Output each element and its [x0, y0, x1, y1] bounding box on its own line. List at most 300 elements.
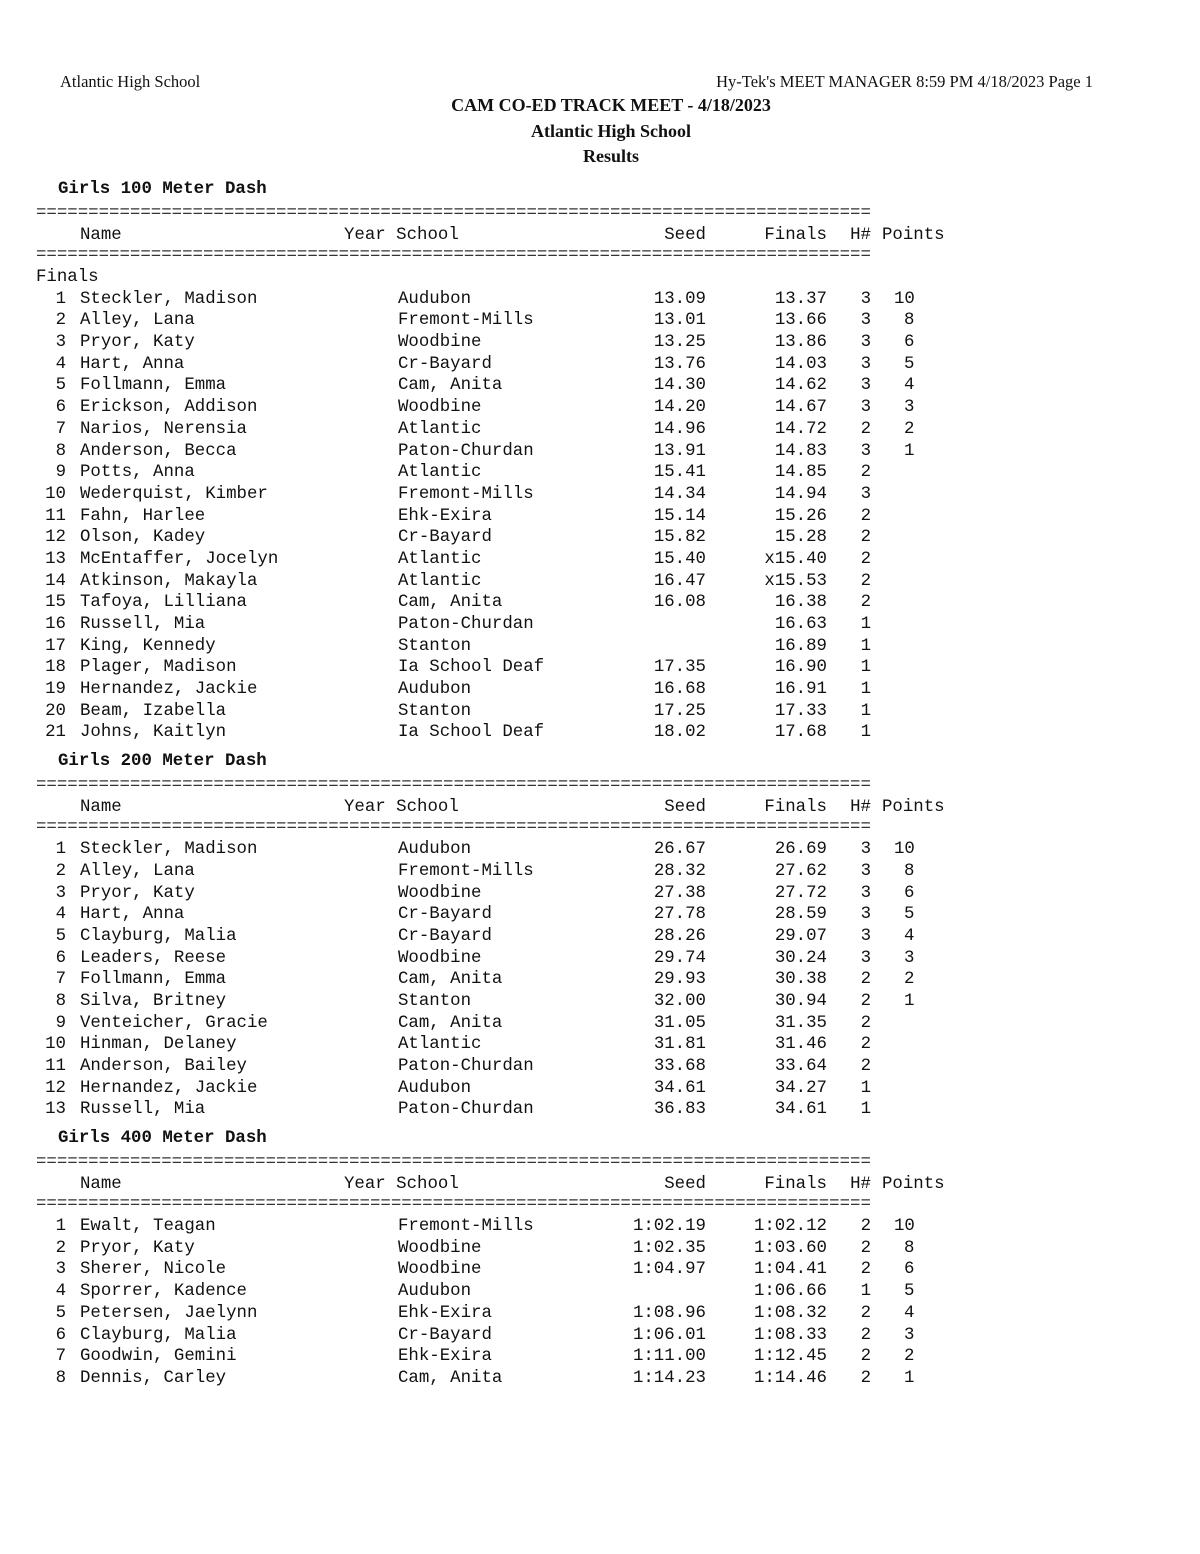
- school: Fremont-Mills: [398, 1217, 534, 1237]
- col-points-header: Points: [882, 226, 945, 245]
- school: Cam, Anita: [398, 970, 503, 990]
- place: 19: [45, 680, 66, 700]
- result-row: [36, 1325, 948, 1347]
- column-header-row: [36, 225, 948, 245]
- divider: ================================================================================: [36, 1153, 871, 1173]
- result-row: [36, 1013, 948, 1035]
- heat-number: 3: [860, 484, 871, 504]
- place: 6: [55, 1325, 66, 1345]
- divider: ================================================================================: [36, 204, 871, 223]
- result-row: [36, 883, 948, 905]
- athlete-name: Alley, Lana: [80, 861, 195, 881]
- result-row: [36, 1216, 948, 1238]
- athlete-name: King, Kennedy: [80, 636, 216, 656]
- final-time: 13.66: [774, 311, 827, 331]
- final-time: 27.72: [774, 883, 827, 903]
- points: 4: [904, 926, 915, 946]
- final-time: 33.64: [774, 1057, 827, 1076]
- seed-time: 1:04.97: [632, 1260, 706, 1280]
- seed-time: 29.93: [653, 970, 706, 990]
- seed-time: 27.38: [653, 883, 706, 903]
- place: 2: [55, 861, 66, 881]
- place: 12: [45, 528, 66, 548]
- points: 2: [904, 419, 915, 439]
- place: 8: [55, 991, 66, 1011]
- school: Woodbine: [398, 1238, 482, 1258]
- meet-subtitle: Atlantic High School: [530, 121, 691, 141]
- seed-time: 1:08.96: [632, 1303, 706, 1323]
- result-row: [36, 441, 948, 463]
- athlete-name: Clayburg, Malia: [80, 1325, 237, 1345]
- result-row: [36, 571, 948, 593]
- result-row: [36, 354, 948, 376]
- heat-number: 2: [860, 1013, 871, 1033]
- col-finals-header: Finals: [764, 226, 827, 245]
- heat-number: 3: [860, 289, 871, 309]
- col-heat-header: H#: [850, 798, 871, 818]
- school: Cr-Bayard: [398, 905, 492, 925]
- heat-number: 2: [860, 1303, 871, 1323]
- event-title: Girls 100 Meter Dash: [58, 180, 267, 199]
- final-time: 15.28: [774, 528, 827, 548]
- result-row: [36, 991, 948, 1013]
- heat-number: 1: [860, 723, 871, 743]
- place: 7: [55, 1347, 66, 1367]
- result-row: [36, 657, 948, 679]
- seed-time: 18.02: [653, 723, 706, 743]
- result-row: [36, 592, 948, 614]
- seed-time: 28.32: [653, 861, 706, 881]
- points: 3: [904, 1325, 915, 1345]
- result-row: [36, 1078, 948, 1100]
- result-row: [36, 1238, 948, 1260]
- athlete-name: Sporrer, Kadence: [80, 1282, 247, 1302]
- heat-number: 2: [860, 991, 871, 1011]
- heat-number: 2: [860, 1217, 871, 1237]
- school: Cam, Anita: [398, 593, 503, 613]
- heat-number: 2: [860, 419, 871, 439]
- result-row: [36, 636, 948, 658]
- final-time: 30.24: [774, 948, 827, 968]
- athlete-name: Russell, Mia: [80, 615, 206, 634]
- result-row: [36, 1034, 948, 1056]
- final-time: 17.68: [774, 723, 827, 743]
- final-time: 27.62: [774, 861, 827, 881]
- event-section: [36, 750, 948, 1121]
- col-heat-header: H#: [850, 1175, 871, 1195]
- heat-number: 2: [860, 528, 871, 548]
- heat-number: 2: [860, 970, 871, 990]
- points: 5: [904, 1282, 915, 1302]
- final-time: 17.33: [774, 701, 827, 721]
- place: 14: [45, 571, 66, 591]
- final-time: 26.69: [774, 840, 827, 860]
- heat-number: 3: [860, 311, 871, 331]
- school: Fremont-Mills: [398, 484, 534, 504]
- points: 6: [904, 883, 915, 903]
- heat-number: 2: [860, 549, 871, 569]
- school: Cr-Bayard: [398, 528, 492, 548]
- seed-time: 1:14.23: [632, 1368, 706, 1388]
- athlete-name: Dennis, Carley: [80, 1368, 227, 1388]
- athlete-name: Beam, Izabella: [80, 701, 227, 721]
- school: Paton-Churdan: [398, 441, 534, 461]
- heat-number: 1: [860, 1282, 871, 1302]
- col-year-school-header: Year School: [344, 798, 459, 818]
- place: 9: [55, 463, 66, 483]
- column-header-row: [36, 1174, 948, 1194]
- final-time: 31.46: [774, 1035, 827, 1055]
- seed-time: 33.68: [653, 1057, 706, 1076]
- final-time: 30.38: [774, 970, 827, 990]
- points: 3: [904, 398, 915, 418]
- place: 3: [55, 1260, 66, 1280]
- result-row: [36, 506, 948, 528]
- athlete-name: Hart, Anna: [80, 905, 185, 925]
- final-time: 16.89: [774, 636, 827, 656]
- school: Woodbine: [398, 948, 482, 968]
- place: 11: [45, 1057, 66, 1076]
- athlete-name: Sherer, Nicole: [80, 1260, 227, 1280]
- result-row: [36, 1056, 948, 1078]
- final-time: 16.63: [774, 615, 827, 634]
- seed-time: 13.01: [653, 311, 706, 331]
- athlete-name: Atkinson, Makayla: [80, 571, 258, 591]
- seed-time: 15.40: [653, 549, 706, 569]
- athlete-name: Plager, Madison: [80, 658, 237, 678]
- place: 10: [45, 484, 66, 504]
- seed-time: 29.74: [653, 948, 706, 968]
- seed-time: 31.05: [653, 1013, 706, 1033]
- seed-time: 1:02.19: [632, 1217, 706, 1237]
- athlete-name: Russell, Mia: [80, 1100, 206, 1120]
- seed-time: 13.76: [653, 354, 706, 374]
- result-row: [36, 549, 948, 571]
- col-finals-header: Finals: [764, 798, 827, 818]
- final-time: 14.94: [774, 484, 827, 504]
- header-school: Atlantic High School: [60, 72, 201, 91]
- final-time: 16.91: [774, 680, 827, 700]
- seed-time: 15.41: [653, 463, 706, 483]
- school: Cam, Anita: [398, 1368, 503, 1388]
- seed-time: 13.25: [653, 333, 706, 353]
- heat-number: 3: [860, 398, 871, 418]
- points: 8: [904, 311, 915, 331]
- place: 1: [55, 289, 66, 309]
- result-row: [36, 614, 948, 636]
- place: 11: [45, 506, 66, 526]
- athlete-name: Steckler, Madison: [80, 289, 258, 309]
- seed-time: 27.78: [653, 905, 706, 925]
- seed-time: 14.20: [653, 398, 706, 418]
- athlete-name: Hinman, Delaney: [80, 1035, 237, 1055]
- result-row: [36, 527, 948, 549]
- result-row: [36, 948, 948, 970]
- seed-time: 16.68: [653, 680, 706, 700]
- col-name-header: Name: [80, 226, 122, 245]
- result-row: [36, 1303, 948, 1325]
- athlete-name: Follmann, Emma: [80, 970, 227, 990]
- final-time: 31.35: [774, 1013, 827, 1033]
- school: Ia School Deaf: [398, 723, 545, 743]
- athlete-name: Steckler, Madison: [80, 840, 258, 860]
- athlete-name: Wederquist, Kimber: [80, 484, 268, 504]
- school: Atlantic: [398, 571, 482, 591]
- heat-number: 3: [860, 905, 871, 925]
- final-time: 28.59: [774, 905, 827, 925]
- points: 4: [904, 1303, 915, 1323]
- seed-time: 14.96: [653, 419, 706, 439]
- school: Ehk-Exira: [398, 506, 492, 526]
- divider: ================================================================================: [36, 776, 871, 796]
- place: 4: [55, 905, 66, 925]
- school: Woodbine: [398, 1260, 482, 1280]
- results-list: [36, 178, 948, 1396]
- seed-time: 13.09: [653, 289, 706, 309]
- col-year-school-header: Year School: [344, 1175, 459, 1195]
- final-time: 1:06.66: [753, 1282, 827, 1302]
- school: Woodbine: [398, 398, 482, 418]
- heat-number: 3: [860, 948, 871, 968]
- result-row: [36, 375, 948, 397]
- final-time: 30.94: [774, 991, 827, 1011]
- place: 13: [45, 1100, 66, 1120]
- result-row: [36, 679, 948, 701]
- heat-number: 2: [860, 1260, 871, 1280]
- col-name-header: Name: [80, 1175, 122, 1195]
- final-time: 1:08.32: [753, 1303, 827, 1323]
- points: 5: [904, 905, 915, 925]
- seed-time: 14.30: [653, 376, 706, 396]
- school: Ehk-Exira: [398, 1303, 492, 1323]
- round-label: Finals: [36, 268, 99, 287]
- place: 21: [45, 723, 66, 743]
- school: Audubon: [398, 289, 472, 309]
- athlete-name: Olson, Kadey: [80, 528, 206, 548]
- final-time: 14.67: [774, 398, 827, 418]
- points: 2: [904, 1347, 915, 1367]
- athlete-name: Pryor, Katy: [80, 333, 195, 353]
- place: 4: [55, 354, 66, 374]
- place: 16: [45, 615, 66, 634]
- athlete-name: McEntaffer, Jocelyn: [80, 549, 279, 569]
- athlete-name: Clayburg, Malia: [80, 926, 237, 946]
- school: Atlantic: [398, 549, 482, 569]
- final-time: x15.40: [764, 549, 827, 569]
- place: 8: [55, 1368, 66, 1388]
- result-row: [36, 1368, 948, 1390]
- athlete-name: Anderson, Becca: [80, 441, 237, 461]
- points: 2: [904, 970, 915, 990]
- place: 12: [45, 1078, 66, 1098]
- col-seed-header: Seed: [664, 1175, 706, 1195]
- final-time: 1:04.41: [753, 1260, 827, 1280]
- event-section: [36, 1127, 948, 1390]
- school: Cam, Anita: [398, 1013, 503, 1033]
- heat-number: 1: [860, 680, 871, 700]
- athlete-name: Alley, Lana: [80, 311, 195, 331]
- place: 6: [55, 948, 66, 968]
- heat-number: 1: [860, 658, 871, 678]
- final-time: 14.62: [774, 376, 827, 396]
- final-time: x15.53: [764, 571, 827, 591]
- athlete-name: Anderson, Bailey: [80, 1057, 247, 1076]
- points: 4: [904, 376, 915, 396]
- final-time: 16.90: [774, 658, 827, 678]
- divider: ================================================================================: [36, 818, 871, 838]
- athlete-name: Pryor, Katy: [80, 1238, 195, 1258]
- place: 5: [55, 376, 66, 396]
- school: Cr-Bayard: [398, 1325, 492, 1345]
- place: 13: [45, 549, 66, 569]
- place: 2: [55, 311, 66, 331]
- athlete-name: Fahn, Harlee: [80, 506, 206, 526]
- place: 15: [45, 593, 66, 613]
- place: 6: [55, 398, 66, 418]
- seed-time: 1:11.00: [632, 1347, 706, 1367]
- school: Woodbine: [398, 333, 482, 353]
- athlete-name: Leaders, Reese: [80, 948, 227, 968]
- heat-number: 3: [860, 354, 871, 374]
- final-time: 14.85: [774, 463, 827, 483]
- col-year-school-header: Year School: [344, 226, 459, 245]
- seed-time: 26.67: [653, 840, 706, 860]
- athlete-name: Tafoya, Lilliana: [80, 593, 247, 613]
- seed-time: 13.91: [653, 441, 706, 461]
- result-row: [36, 722, 948, 744]
- result-row: [36, 701, 948, 723]
- athlete-name: Potts, Anna: [80, 463, 195, 483]
- school: Audubon: [398, 680, 472, 700]
- heat-number: 2: [860, 1035, 871, 1055]
- place: 3: [55, 883, 66, 903]
- athlete-name: Venteicher, Gracie: [80, 1013, 268, 1033]
- heat-number: 2: [860, 1325, 871, 1345]
- result-row: [36, 462, 948, 484]
- school: Woodbine: [398, 883, 482, 903]
- result-row: [36, 1281, 948, 1303]
- meet-title: CAM CO-ED TRACK MEET - 4/18/2023: [451, 95, 771, 115]
- school: Stanton: [398, 991, 472, 1011]
- seed-time: 28.26: [653, 926, 706, 946]
- place: 7: [55, 970, 66, 990]
- points: 6: [904, 333, 915, 353]
- points: 8: [904, 1238, 915, 1258]
- result-row: [36, 397, 948, 419]
- col-points-header: Points: [882, 1175, 945, 1195]
- heat-number: 3: [860, 376, 871, 396]
- athlete-name: Follmann, Emma: [80, 376, 227, 396]
- points: 8: [904, 861, 915, 881]
- results-heading: Results: [582, 146, 639, 166]
- school: Stanton: [398, 636, 472, 656]
- col-points-header: Points: [882, 798, 945, 818]
- heat-number: 2: [860, 571, 871, 591]
- heat-number: 1: [860, 1078, 871, 1098]
- heat-number: 3: [860, 883, 871, 903]
- place: 17: [45, 636, 66, 656]
- place: 8: [55, 441, 66, 461]
- divider: ================================================================================: [36, 246, 871, 265]
- athlete-name: Pryor, Katy: [80, 883, 195, 903]
- result-row: [36, 484, 948, 506]
- place: 2: [55, 1238, 66, 1258]
- athlete-name: Hernandez, Jackie: [80, 680, 258, 700]
- seed-time: 36.83: [653, 1100, 706, 1120]
- school: Cam, Anita: [398, 376, 503, 396]
- final-time: 29.07: [774, 926, 827, 946]
- seed-time: 17.35: [653, 658, 706, 678]
- heat-number: 2: [860, 1057, 871, 1076]
- final-time: 15.26: [774, 506, 827, 526]
- points: 1: [904, 1368, 915, 1388]
- athlete-name: Goodwin, Gemini: [80, 1347, 237, 1367]
- event-section: [36, 178, 948, 744]
- result-row: [36, 332, 948, 354]
- athlete-name: Petersen, Jaelynn: [80, 1303, 258, 1323]
- result-row: [36, 926, 948, 948]
- school: Cr-Bayard: [398, 354, 492, 374]
- seed-time: 15.82: [653, 528, 706, 548]
- final-time: 14.83: [774, 441, 827, 461]
- event-title: Girls 400 Meter Dash: [58, 1129, 267, 1149]
- seed-time: 17.25: [653, 701, 706, 721]
- result-row: [36, 969, 948, 991]
- heat-number: 3: [860, 926, 871, 946]
- col-finals-header: Finals: [764, 1175, 827, 1195]
- final-time: 34.27: [774, 1078, 827, 1098]
- school: Paton-Churdan: [398, 1057, 534, 1076]
- seed-time: 15.14: [653, 506, 706, 526]
- seed-time: 32.00: [653, 991, 706, 1011]
- heat-number: 3: [860, 861, 871, 881]
- school: Fremont-Mills: [398, 861, 534, 881]
- athlete-name: Johns, Kaitlyn: [80, 723, 227, 743]
- heat-number: 1: [860, 636, 871, 656]
- heat-number: 3: [860, 441, 871, 461]
- heat-number: 2: [860, 1238, 871, 1258]
- heat-number: 1: [860, 701, 871, 721]
- place: 4: [55, 1282, 66, 1302]
- header-meet-manager: Hy-Tek's MEET MANAGER 8:59 PM 4/18/2023 Page 1: [716, 72, 1093, 91]
- col-seed-header: Seed: [664, 226, 706, 245]
- final-time: 34.61: [774, 1100, 827, 1120]
- final-time: 14.03: [774, 354, 827, 374]
- heat-number: 2: [860, 1368, 871, 1388]
- seed-time: 1:06.01: [632, 1325, 706, 1345]
- school: Paton-Churdan: [398, 1100, 534, 1120]
- final-time: 1:08.33: [753, 1325, 827, 1345]
- school: Atlantic: [398, 1035, 482, 1055]
- result-row: [36, 1259, 948, 1281]
- final-time: 13.37: [774, 289, 827, 309]
- school: Audubon: [398, 1282, 472, 1302]
- final-time: 14.72: [774, 419, 827, 439]
- athlete-name: Hernandez, Jackie: [80, 1078, 258, 1098]
- school: Stanton: [398, 701, 472, 721]
- school: Ehk-Exira: [398, 1347, 492, 1367]
- athlete-name: Silva, Britney: [80, 991, 227, 1011]
- points: 10: [894, 1217, 915, 1237]
- column-header-row: [36, 797, 948, 817]
- final-time: 1:14.46: [753, 1368, 827, 1388]
- seed-time: 16.47: [653, 571, 706, 591]
- result-row: [36, 1099, 948, 1121]
- place: 1: [55, 1217, 66, 1237]
- place: 3: [55, 333, 66, 353]
- athlete-name: Narios, Nerensia: [80, 419, 247, 439]
- divider: ================================================================================: [36, 1195, 871, 1215]
